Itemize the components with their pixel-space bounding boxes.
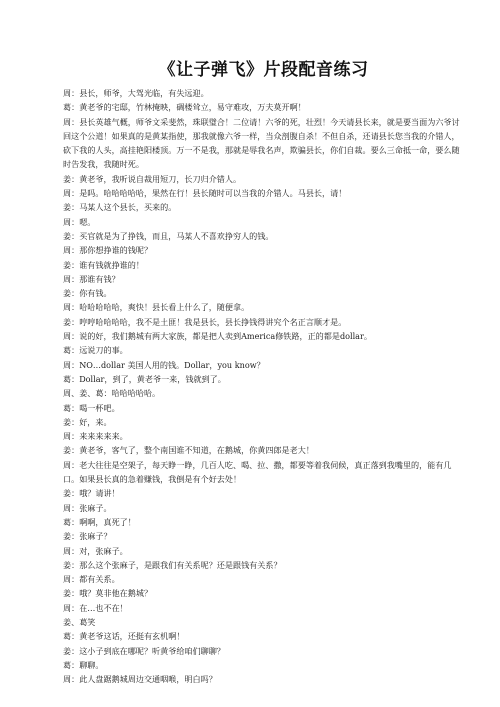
dialogue-line: 周：老大往往是空架子，每天睁一睁，几百人吃、喝、拉、撒，都要等着我伺候，真正落到我嘴里的，能有几口。如果县长真的急着赚钱，我倒是有个好去处！	[63, 459, 452, 485]
dialogue-line: 周：都有关系。	[63, 574, 120, 585]
dialogue-line: 姜：黄老爷，我听说自裁用短刀，长刀归介错人。	[63, 173, 242, 184]
dialogue-line: 周：NO…dollar 美国人用的钱。Dollar，you know？	[63, 359, 265, 370]
dialogue-line: 姜：买官就是为了挣钱，而且，马某人不喜欢挣穷人的钱。	[63, 230, 274, 241]
dialogue-line: 姜、葛笑	[63, 616, 96, 627]
dialogue-line: 周：来来来来来。	[63, 431, 128, 442]
dialogue-line: 周：在…也不在！	[63, 602, 128, 613]
dialogue-line: 姜：哼哼哈哈哈哈，我不是土匪！我是县长，县长挣钱得讲究个名正言顺才是。	[63, 316, 347, 327]
dialogue-line: 葛：啊啊，真死了！	[63, 516, 136, 527]
dialogue-line: 葛：Dollar，到了，黄老爷一来，钱就到了。	[63, 373, 226, 384]
dialogue-line: 姜：黄老爷，客气了，整个南国谁不知道，在鹅城，你黄四郎是老大！	[63, 445, 314, 456]
dialogue-line: 姜：张麻子？	[63, 531, 112, 542]
dialogue-line: 周：此人盘踞鹅城周边交通咽喉，明白吗？	[63, 674, 217, 685]
dialogue-line: 周：县长，师爷，大驾光临，有失远迎。	[63, 88, 209, 98]
dialogue-line: 周：哈哈哈哈哈，爽快！县长看上什么了，随便拿。	[63, 302, 250, 313]
dialogue-line: 周：对，张麻子。	[63, 545, 128, 556]
dialogue-line: 姜：你有钱。	[63, 288, 112, 299]
dialogue-lines	[63, 86, 464, 686]
dialogue-line: 葛：黄老爷这话，还挺有玄机啊！	[63, 631, 185, 642]
dialogue-line: 葛：聊聊。	[63, 659, 104, 670]
dialogue-line: 姜：马某人这个县长，买来的。	[63, 202, 177, 213]
dialogue-line: 姜：哦？请讲！	[63, 488, 120, 499]
dialogue-line: 周：那你想挣谁的钱呢？	[63, 245, 153, 256]
dialogue-line: 周：那谁有钱？	[63, 273, 120, 284]
dialogue-line: 葛：远说刀的事。	[63, 345, 128, 356]
dialogue-line: 周：张麻子。	[63, 502, 112, 513]
dialogue-line: 姜：这小子到底在哪呢？听黄爷给咱们聊聊？	[63, 645, 225, 656]
dialogue-line: 周、姜、葛：哈哈哈哈哈。	[63, 388, 161, 399]
dialogue-line: 周：县长英雄气概，师爷文采斐然，珠联璧合！二位请！六爷的死，壮烈！今天请县长来，就是要当面为六爷讨回这个公道！如果真的是黄某指使，那我就像六爷一样，当众剖腹自杀！不但自杀，还请县长您当我的介错人，砍下我的人头，高挂艳阳楼顶。万一不是我，那就是辱我名声，欺骗县长，你们自裁。要么三命抵一命，要么随时告发我，我随时死。	[63, 116, 460, 170]
dialogue-line: 葛：喝一杯吧。	[63, 402, 120, 413]
dialogue-line: 周：说的好，我们鹅城有两大家族，都是把人卖到America修铁路，正的都是dollar。	[63, 331, 372, 342]
dialogue-line: 姜：谁有钱就挣谁的！	[63, 259, 144, 270]
dialogue-line: 姜：好，来。	[63, 416, 112, 427]
document-title: 《让子弹飞》片段配音练习	[158, 60, 369, 80]
dialogue-line: 周：嗯。	[63, 216, 96, 227]
dialogue-line: 葛：黄老爷的宅邸，竹林掩映，碉楼耸立，易守难攻，万夫莫开啊！	[63, 102, 306, 113]
dialogue-line: 姜：哦？莫非他在鹅城？	[63, 588, 153, 599]
dialogue-line: 周：是吗。哈哈哈哈哈，果然在行！县长随时可以当我的介错人。马县长，请！	[63, 188, 347, 199]
dialogue-line: 姜：那么这个张麻子，是跟我们有关系呢？还是跟钱有关系？	[63, 559, 282, 570]
